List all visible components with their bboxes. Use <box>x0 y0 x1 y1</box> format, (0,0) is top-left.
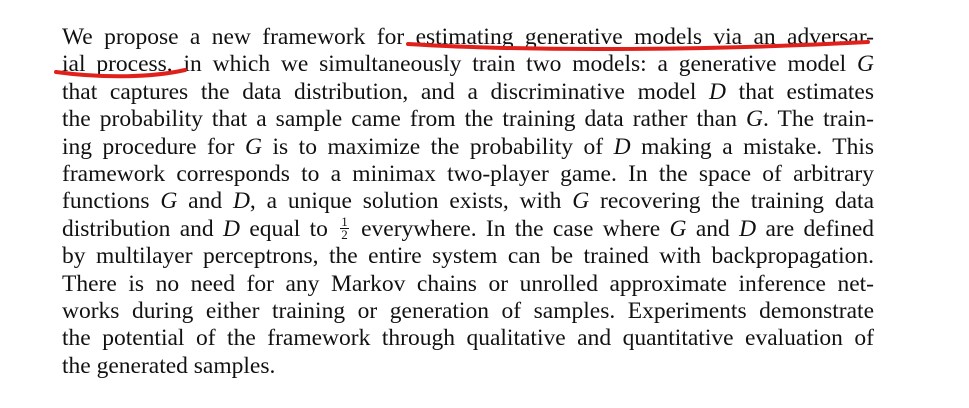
text-run: recovering the training data <box>589 188 874 215</box>
abstract-line-4 <box>62 106 874 133</box>
text-run: by multilayer perceptrons, the entire system can be trained with backpropagation. <box>62 243 874 270</box>
text-run: functions <box>62 188 161 215</box>
text-run: distribution and <box>62 215 224 242</box>
abstract-line-9 <box>62 243 874 270</box>
text-run: and <box>177 188 233 215</box>
math-symbol-d: D <box>232 188 250 215</box>
abstract-line-11 <box>62 298 874 325</box>
text-run: , a unique solution exists, with <box>249 188 573 215</box>
abstract-line-12 <box>62 325 874 352</box>
abstract-line-2 <box>62 51 874 78</box>
text-run: We propose a new framework for <box>62 24 416 50</box>
math-symbol-g: G <box>746 106 764 133</box>
text-run: and <box>686 215 740 242</box>
text-run: that captures the data distribution, and a discriminative model <box>62 78 710 105</box>
text-run: the potential of the framework through qualitative and quantitative evaluation of <box>62 325 874 352</box>
abstract-line-3 <box>62 79 874 106</box>
abstract-line-8 <box>62 213 874 243</box>
text-run: is to maximize the probability of <box>261 133 614 160</box>
fraction-denominator: 2 <box>341 226 348 242</box>
text-run: framework corresponds to a minimax two-player game. In the space of arbitrary <box>62 161 874 188</box>
abstract-line-10 <box>62 271 874 298</box>
math-symbol-g: G <box>857 51 874 78</box>
text-run: are defined <box>756 215 874 242</box>
math-symbol-d: D <box>613 133 631 160</box>
math-symbol-g: G <box>572 188 590 215</box>
text-run: . The train- <box>763 106 874 133</box>
abstract-line-1 <box>62 24 874 51</box>
abstract-line-13 <box>62 353 874 380</box>
fraction-numerator: 1 <box>341 213 348 229</box>
text-run: There is no need for any Markov chains or unrolled approximate inference net- <box>62 270 874 297</box>
text-run: in which we simultaneously train two models: a generative model <box>172 51 858 78</box>
math-symbol-d: D <box>223 215 240 242</box>
fraction-one-half <box>340 213 349 242</box>
text-run: everywhere. In the case where <box>351 215 670 242</box>
highlighted-phrase: estimating generative models via an adversar- <box>415 24 874 50</box>
math-symbol-g: G <box>160 188 178 215</box>
text-run: the probability that a sample came from the training data rather than <box>62 106 747 133</box>
abstract-line-5 <box>62 134 874 161</box>
abstract-line-7 <box>62 188 874 215</box>
math-symbol-g: G <box>244 133 262 160</box>
math-symbol-d: D <box>739 215 757 242</box>
text-run: equal to <box>240 215 338 242</box>
abstract-paragraph <box>62 24 874 380</box>
math-symbol-g: G <box>669 215 687 242</box>
abstract-line-6 <box>62 161 874 188</box>
text-run: that estimates <box>726 78 875 105</box>
math-symbol-d: D <box>709 78 727 105</box>
text-run: making a mistake. This <box>630 133 875 160</box>
text-run: works during either training or generation of samples. Experiments demonstrate <box>62 298 874 325</box>
highlighted-phrase-continuation: ial process, <box>62 51 173 78</box>
text-run: the generated samples. <box>62 352 276 379</box>
text-run: ing procedure for <box>62 133 245 160</box>
